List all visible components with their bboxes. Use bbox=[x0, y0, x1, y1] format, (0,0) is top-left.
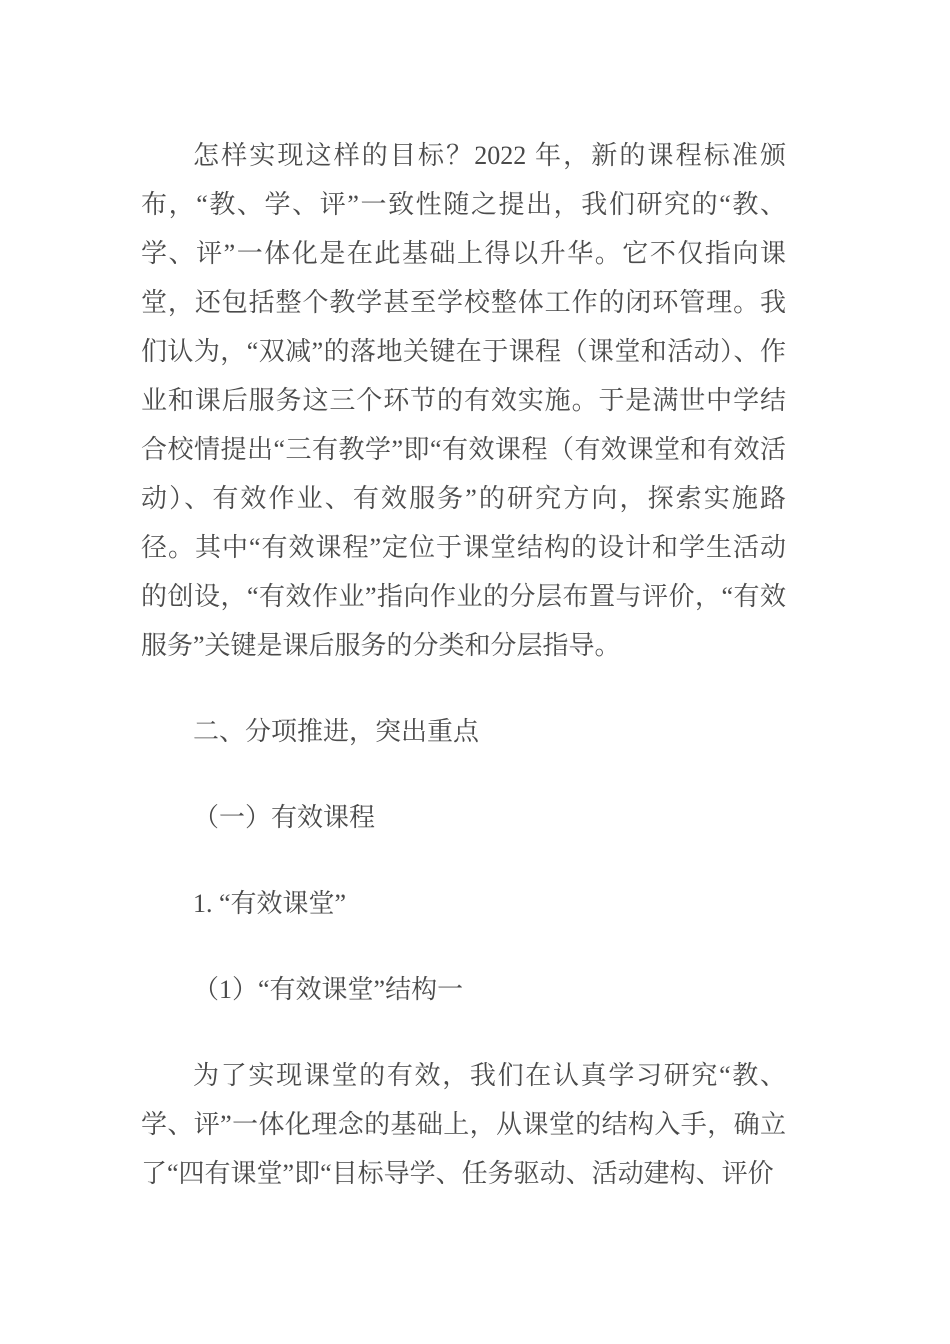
heading-effective-classroom: 1. “有效课堂” bbox=[193, 889, 347, 918]
heading-effective-curriculum: （一）有效课程 bbox=[193, 803, 376, 832]
paragraph-four-have-classroom: 为了实现课堂的有效，我们在认真学习研究“教、学、评”一体化理念的基础上，从课堂的结构入手，确立了“四有课堂”即“目标导学、任务驱动、活动建构、评价 bbox=[141, 1061, 786, 1188]
heading-effective-classroom-structure-one: （1）“有效课堂”结构一 bbox=[193, 975, 464, 1004]
heading-section-two: 二、分项推进，突出重点 bbox=[193, 717, 480, 746]
paragraph-goal-realization: 怎样实现这样的目标？2022 年，新的课程标准颁布，“教、学、评”一致性随之提出，我们研究的“教、学、评”一体化是在此基础上得以升华。它不仅指向课堂，还包括整个教学甚至学校整体工作的闭环管理。我们认为，“双减”的落地关键在于课程（课堂和活动）、作业和课后服务这三个环节的有效实施。于是满世中学结合校情提出“三有教学”即“有效课程（有效课堂和有效活动）、有效作业、有效服务”的研究方向，探索实施路径。其中“有效课程”定位于课堂结构的设计和学生活动的创设，“有效作业”指向作业的分层布置与评价，“有效服务”关键是课后服务的分类和分层指导。 bbox=[141, 141, 786, 660]
